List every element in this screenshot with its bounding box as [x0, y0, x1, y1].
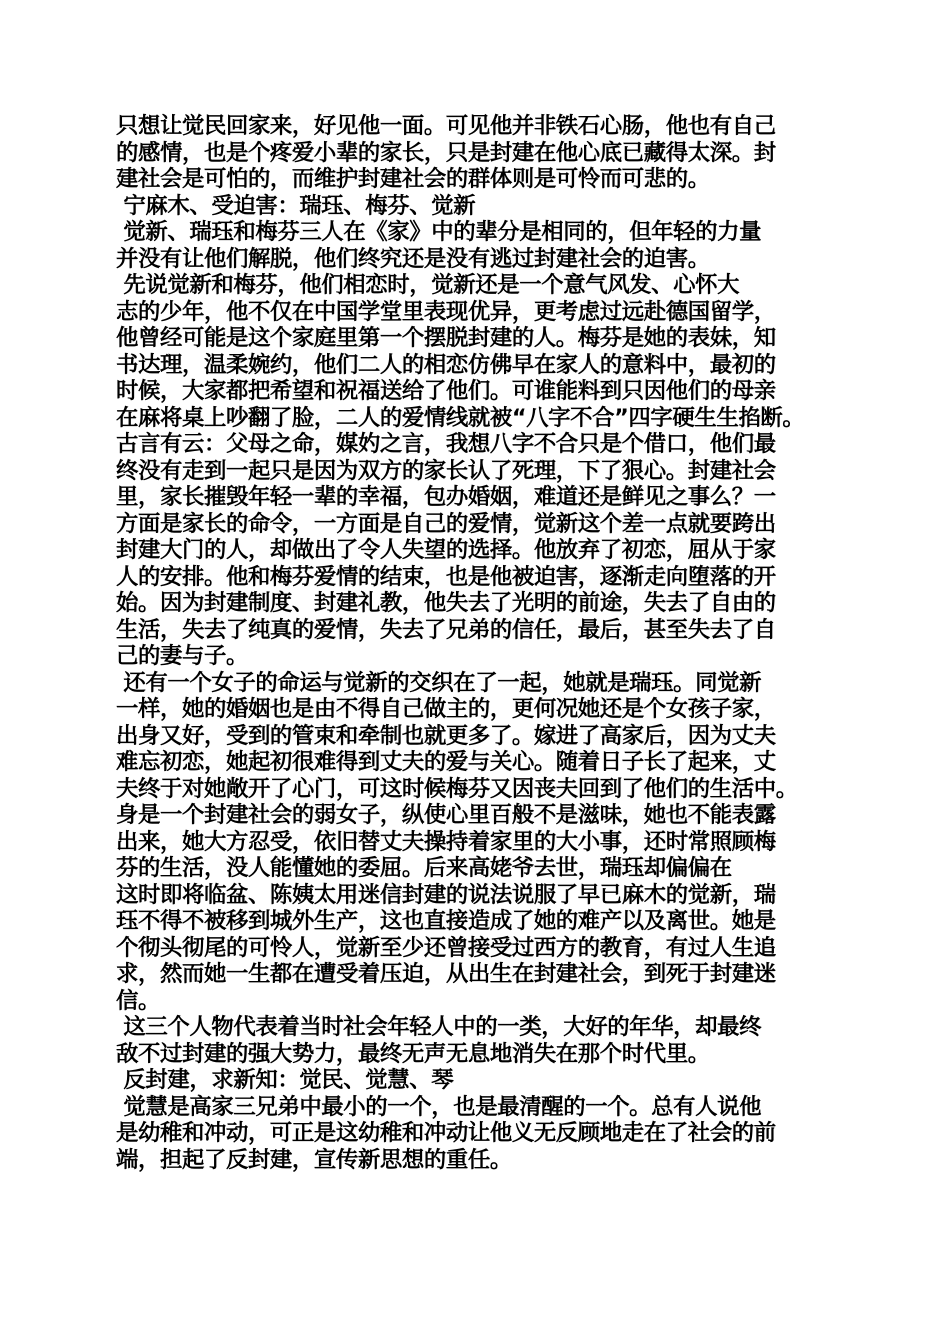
text-line: 人的安排。他和梅芬爱情的结束，也是他被迫害，逐渐走向堕落的开 [116, 563, 776, 590]
text-line: 先说觉新和梅芬，他们相恋时，觉新还是一个意气风发、心怀大 [116, 272, 740, 298]
text-line: 出身又好，受到的管束和牵制也就更多了。嫁进了高家后，因为丈夫 [116, 722, 776, 749]
text-line: 他曾经可能是这个家庭里第一个摆脱封建的人。梅芬是她的表妹，知 [116, 325, 776, 351]
text-line: 觉新、瑞珏和梅芬三人在《家》中的辈分是相同的，但年轻的力量 [116, 219, 762, 245]
text-line: 这时即将临盆、陈姨太用迷信封建的说法说服了早已麻木的觉新，瑞 [116, 881, 776, 908]
text-line: 古言有云：父母之命，媒妁之言，我想八字不合只是个借口，他们最 [116, 431, 776, 457]
section-heading: 宁麻木、受迫害：瑞珏、梅芬、觉新 [116, 192, 476, 219]
text-line: 方面是家长的命令，一方面是自己的爱情，觉新这个差一点就要跨出 [116, 510, 776, 537]
text-line: 只想让觉民回家来，好见他一面。可见他并非铁石心肠，他也有自己 [116, 113, 776, 139]
text-line: 并没有让他们解脱，他们终究还是没有逃过封建社会的迫害。 [116, 245, 710, 272]
text-line: 难忘初恋，她起初很难得到丈夫的爱与关心。随着日子长了起来，丈 [116, 749, 776, 775]
text-line: 芬的生活，没人能懂她的委屈。后来高姥爷去世，瑞珏却偏偏在 [116, 855, 732, 881]
text-line: 求，然而她一生都在遭受着压迫，从出生在封建社会，到死于封建迷 [116, 961, 776, 987]
text-line: 时候，大家都把希望和祝福送给了他们。可谁能料到只因他们的母亲 [116, 378, 776, 404]
text-line: 书达理，温柔婉约，他们二人的相恋仿佛早在家人的意料中，最初的 [116, 351, 776, 378]
text-line: 端，担起了反封建，宣传新思想的重任。 [116, 1146, 512, 1173]
text-line: 身是一个封建社会的弱女子，纵使心里百般不是滋味，她也不能表露 [116, 802, 776, 828]
text-line: 的感情，也是个疼爱小辈的家长，只是封建在他心底已藏得太深。封 [116, 139, 776, 166]
text-line: 封建大门的人，却做出了令人失望的选择。他放弃了初恋，屈从于家 [116, 537, 776, 563]
text-line: 在麻将桌上吵翻了脸，二人的爱情线就被“八字不合”四字硬生生掐断。 [116, 404, 805, 431]
section-heading: 反封建，求新知：觉民、觉慧、琴 [116, 1067, 454, 1093]
text-line: 里，家长摧毁年轻一辈的幸福，包办婚姻，难道还是鲜见之事么？一 [116, 484, 776, 510]
text-line: 个彻头彻尾的可怜人，觉新至少还曾接受过西方的教育，有过人生追 [116, 934, 776, 961]
text-line: 己的妻与子。 [116, 643, 248, 669]
text-line: 这三个人物代表着当时社会年轻人中的一类，大好的年华，却最终 [116, 1014, 762, 1040]
text-line: 建社会是可怕的，而维护封建社会的群体则是可怜而可悲的。 [116, 166, 710, 192]
text-line: 珏不得不被移到城外生产，这也直接造成了她的难产以及离世。她是 [116, 908, 776, 934]
text-line: 还有一个女子的命运与觉新的交织在了一起，她就是瑞珏。同觉新 [116, 669, 762, 696]
text-line: 始。因为封建制度、封建礼教，他失去了光明的前途，失去了自由的 [116, 590, 776, 616]
text-line: 信。 [116, 987, 160, 1014]
text-line: 生活，失去了纯真的爱情，失去了兄弟的信任，最后，甚至失去了自 [116, 616, 776, 643]
text-line: 终没有走到一起只是因为双方的家长认了死理，下了狠心。封建社会 [116, 457, 776, 484]
text-line: 觉慧是高家三兄弟中最小的一个，也是最清醒的一个。总有人说他 [116, 1093, 762, 1120]
text-line: 敌不过封建的强大势力，最终无声无息地消失在那个时代里。 [116, 1040, 710, 1067]
text-line: 一样，她的婚姻也是由不得自己做主的，更何况她还是个女孩子家， [116, 696, 776, 722]
text-line: 是幼稚和冲动，可正是这幼稚和冲动让他义无反顾地走在了社会的前 [116, 1120, 776, 1146]
text-line: 志的少年，他不仅在中国学堂里表现优异，更考虑过远赴德国留学， [116, 298, 776, 325]
text-line: 夫终于对她敞开了心门，可这时候梅芬又因丧夫回到了他们的生活中。 [116, 775, 798, 802]
document-body [116, 113, 856, 1173]
text-line: 出来，她大方忍受，依旧替丈夫操持着家里的大小事，还时常照顾梅 [116, 828, 776, 855]
